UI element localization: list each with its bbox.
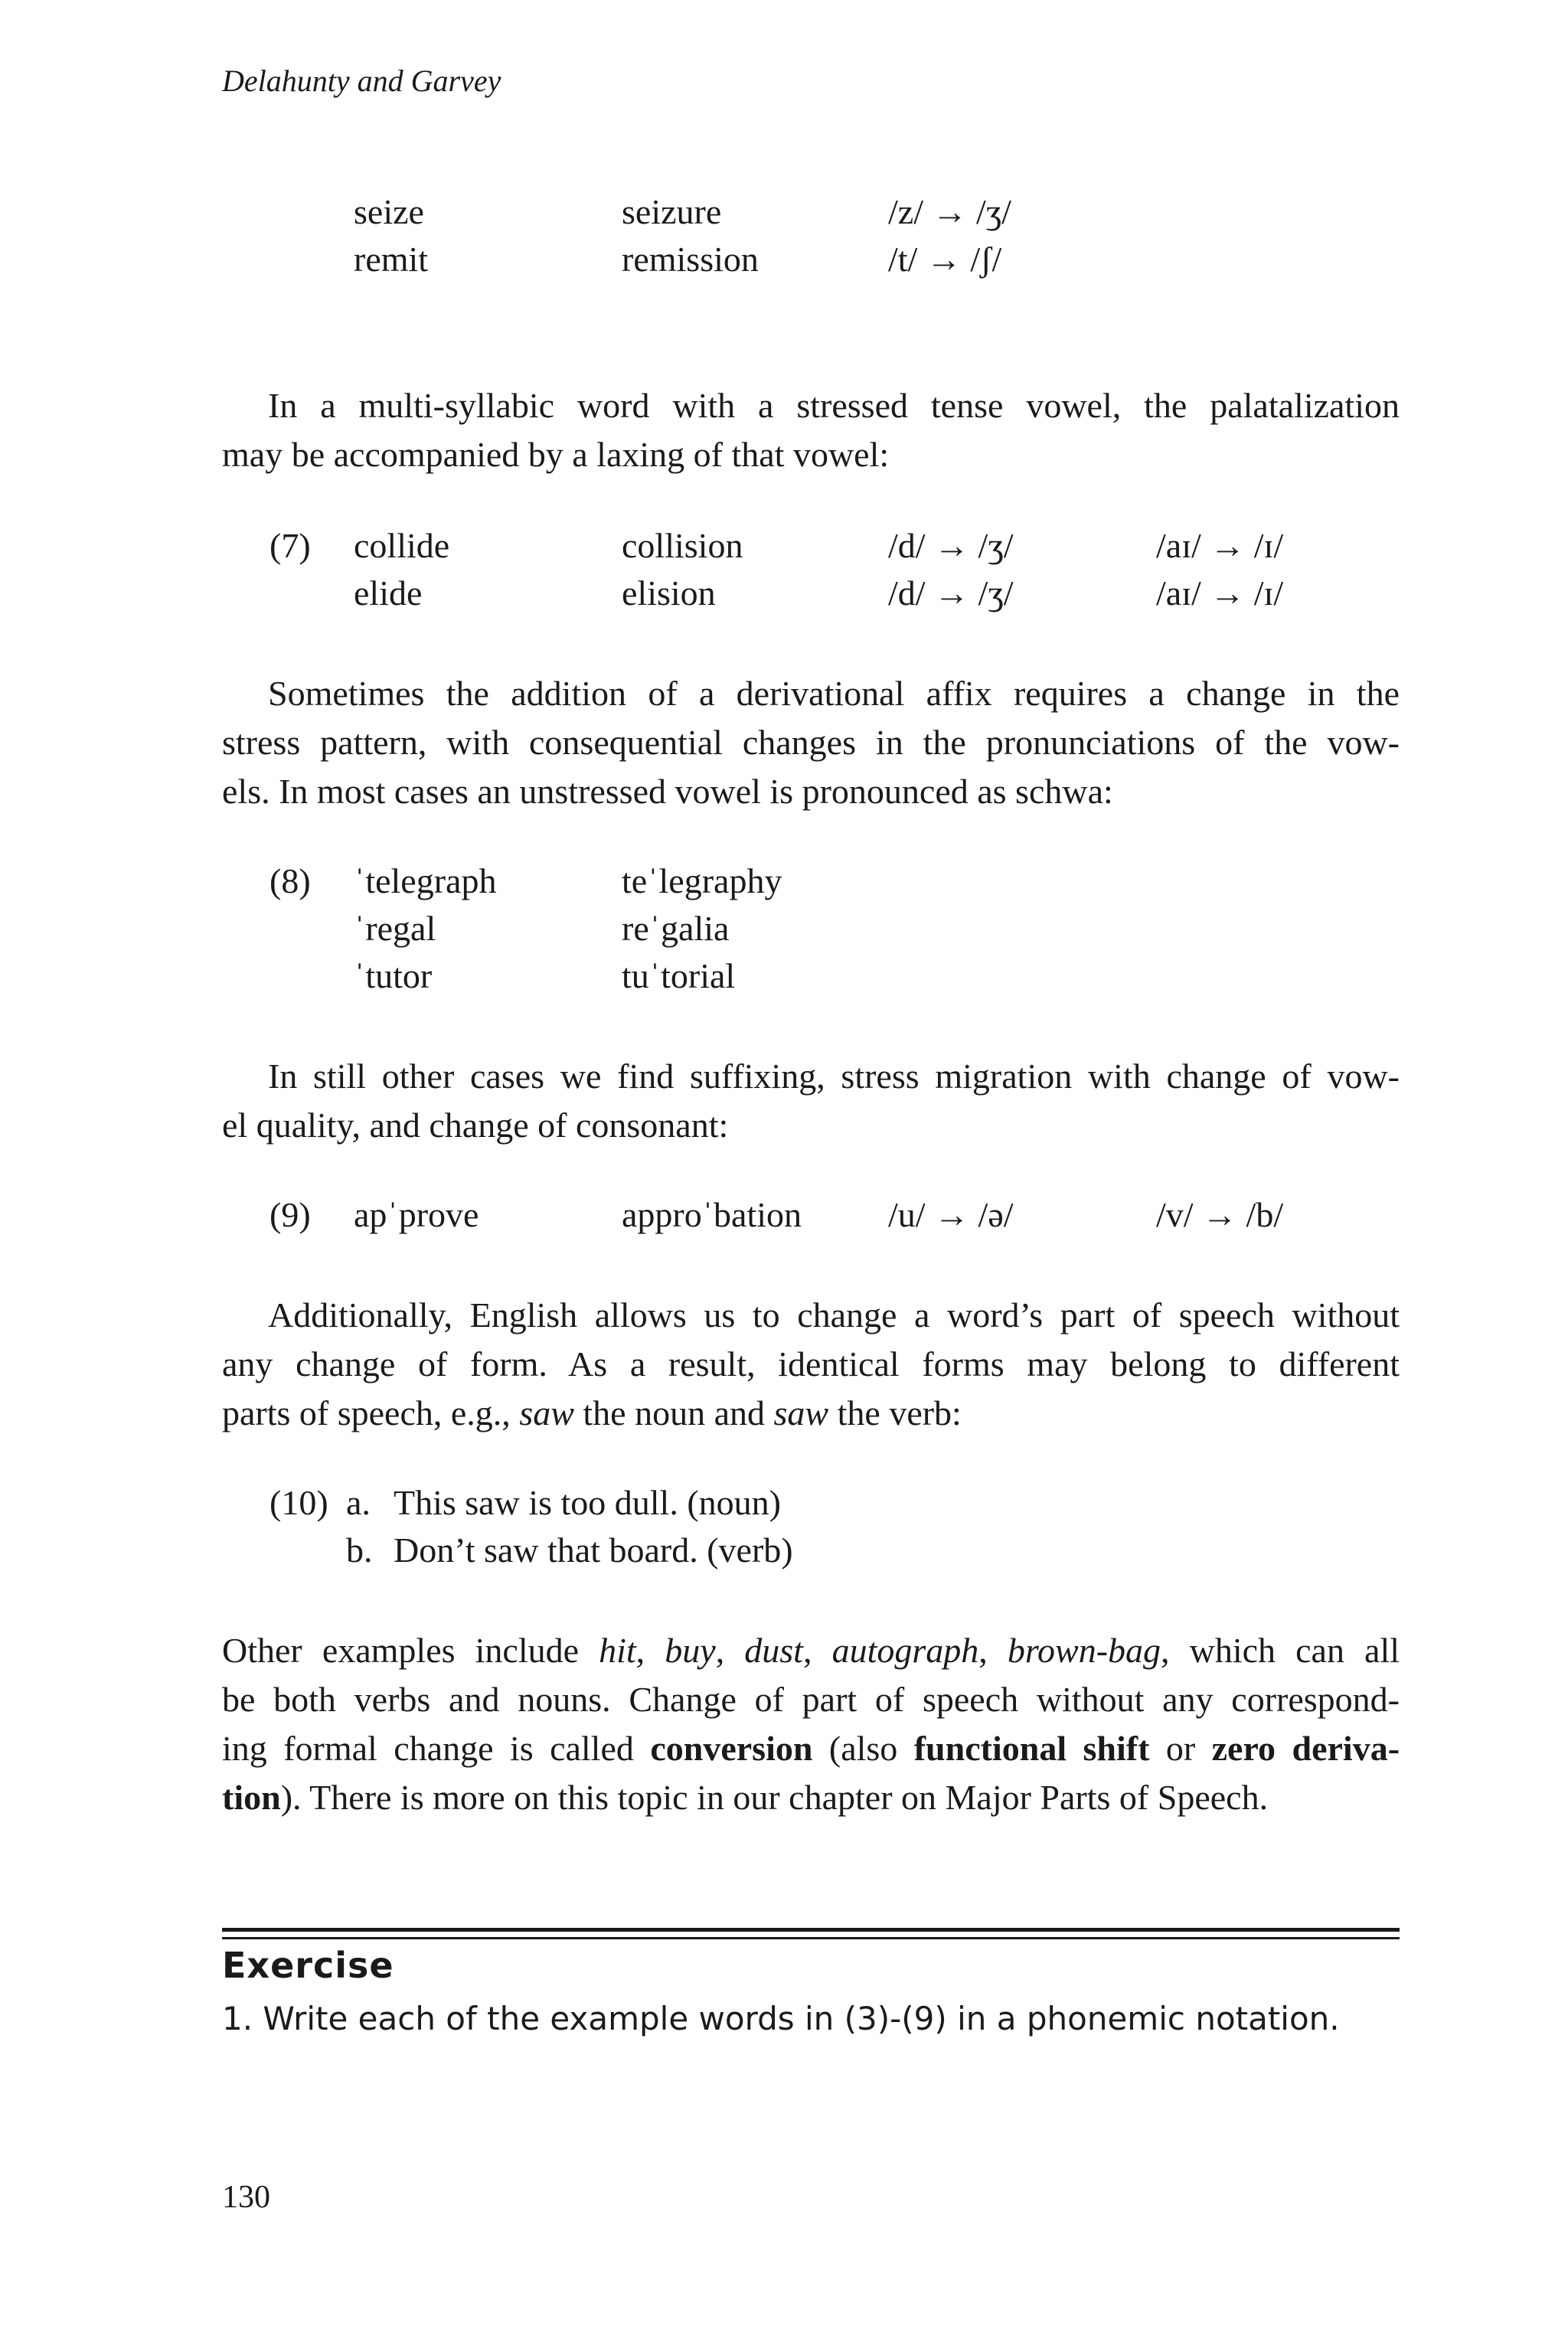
- paragraph-line: Sometimes the addition of a derivational affix requires a change in the: [268, 674, 1400, 713]
- example-8-row: [0, 861, 1568, 910]
- bold-term: tion: [222, 1778, 281, 1817]
- bold-term: zero deriva-: [1211, 1729, 1400, 1768]
- example-8-row: [0, 908, 1568, 957]
- example-9-row: [0, 1194, 1568, 1243]
- vowel-change: /u/ → /ə/: [888, 1195, 1014, 1234]
- word-base: ˈtutor: [354, 956, 433, 995]
- word-base: ˈregal: [354, 909, 436, 948]
- paragraph-line: may be accompanied by a laxing of that vowel:: [222, 435, 890, 474]
- example-sentence: Don’t saw that board. (verb): [394, 1530, 793, 1570]
- italic-term: buy: [665, 1631, 716, 1670]
- italic-term: brown-bag: [1007, 1631, 1161, 1670]
- example-number: (8): [270, 861, 311, 900]
- text-run: ,: [802, 1631, 832, 1670]
- exercise-item: 1. Write each of the example words in (3)-(9) in a phonemic notation.: [222, 2000, 1340, 2037]
- paragraph-conversion-intro: [222, 1291, 1400, 1438]
- bold-term: conversion: [650, 1729, 813, 1768]
- word-base: elide: [354, 573, 423, 612]
- text-run: Other examples include: [222, 1631, 599, 1670]
- consonant-change: /v/ → /b/: [1156, 1195, 1284, 1234]
- italic-term: dust: [744, 1631, 803, 1670]
- paragraph-line: [222, 1773, 1400, 1822]
- vowel-change: /aɪ/ → /ɪ/: [1156, 526, 1284, 565]
- text-run: the noun and: [573, 1393, 774, 1432]
- example-number: (10): [270, 1483, 328, 1522]
- italic-term: hit: [599, 1631, 636, 1670]
- word-derived: tuˈtorial: [622, 956, 736, 995]
- italic-term: saw: [519, 1393, 574, 1432]
- example-label: b.: [346, 1530, 373, 1570]
- word-derived: reˈgalia: [622, 909, 730, 948]
- italic-term: saw: [773, 1393, 829, 1432]
- text-run: the verb:: [828, 1393, 962, 1432]
- word-derived: approˈbation: [622, 1195, 802, 1234]
- paragraph-conversion: [222, 1626, 1400, 1822]
- example-7-row: [0, 525, 1568, 574]
- example-7-row: [0, 573, 1568, 622]
- vowel-change: /aɪ/ → /ɪ/: [1156, 573, 1284, 612]
- paragraph-stress: [222, 669, 1400, 816]
- paragraph-line: [222, 1724, 1400, 1773]
- consonant-change: /d/ → /ʒ/: [888, 526, 1014, 565]
- word-base: remit: [354, 240, 429, 279]
- page-number: 130: [222, 2180, 270, 2215]
- paragraph-line: be both verbs and nouns. Change of part of speech without any correspond-: [222, 1680, 1400, 1719]
- sound-change: /z/ → /ʒ/: [888, 192, 1011, 231]
- word-derived: elision: [622, 573, 716, 612]
- text-run: (also: [812, 1729, 914, 1768]
- word-base: ˈtelegraph: [354, 861, 497, 900]
- text-run: ,: [978, 1631, 1008, 1670]
- word-derived: remission: [622, 240, 759, 279]
- paragraph-line: [222, 1626, 1400, 1675]
- sound-change: /t/ → /ʃ/: [888, 240, 1002, 279]
- text-run: ,: [635, 1631, 665, 1670]
- word-base: collide: [354, 526, 450, 565]
- table-row: [0, 191, 1568, 240]
- example-8-row: [0, 956, 1568, 1004]
- exercise-heading: Exercise: [222, 1945, 394, 1986]
- text-run: ). There is more on this topic in our chapter on Major Parts of Speech.: [280, 1778, 1269, 1817]
- paragraph-line: any change of form. As a result, identical forms may belong to different: [222, 1344, 1400, 1383]
- example-number: (9): [270, 1195, 311, 1234]
- running-head: Delahunty and Garvey: [222, 64, 501, 98]
- word-base: seize: [354, 192, 424, 231]
- paragraph-line: Additionally, English allows us to change a word’s part of speech without: [268, 1295, 1400, 1334]
- paragraph-line: [222, 1389, 1400, 1438]
- text-run: , which can all: [1161, 1631, 1400, 1670]
- paragraph-line: els. In most cases an unstressed vowel is pronounced as schwa:: [222, 772, 1113, 811]
- bold-term: functional shift: [913, 1729, 1150, 1768]
- text-run: ,: [715, 1631, 745, 1670]
- word-base: apˈprove: [354, 1195, 479, 1234]
- example-label: a.: [346, 1483, 371, 1522]
- example-number: (7): [270, 526, 311, 565]
- exercise-rule: [222, 1937, 1400, 1939]
- word-derived: seizure: [622, 192, 722, 231]
- text-run: or: [1149, 1729, 1212, 1768]
- paragraph-suffixing: [222, 1052, 1400, 1150]
- paragraph-line: In a multi-syllabic word with a stressed tense vowel, the palatalization: [268, 386, 1400, 425]
- paragraph-palatalization: [222, 381, 1400, 479]
- paragraph-line: stress pattern, with consequential changes in the pronunciations of the vow-: [222, 723, 1400, 762]
- paragraph-line: In still other cases we find suffixing, stress migration with change of vow-: [268, 1057, 1400, 1096]
- consonant-change: /d/ → /ʒ/: [888, 573, 1014, 612]
- text-run: parts of speech, e.g.,: [222, 1393, 520, 1432]
- paragraph-line: el quality, and change of consonant:: [222, 1106, 729, 1145]
- table-row: [0, 239, 1568, 288]
- italic-term: autograph: [831, 1631, 979, 1670]
- word-derived: teˈlegraphy: [622, 861, 782, 900]
- word-derived: collision: [622, 526, 743, 565]
- exercise-rule: [222, 1928, 1400, 1932]
- text-run: ing formal change is called: [222, 1729, 651, 1768]
- example-sentence: This saw is too dull. (noun): [394, 1483, 781, 1522]
